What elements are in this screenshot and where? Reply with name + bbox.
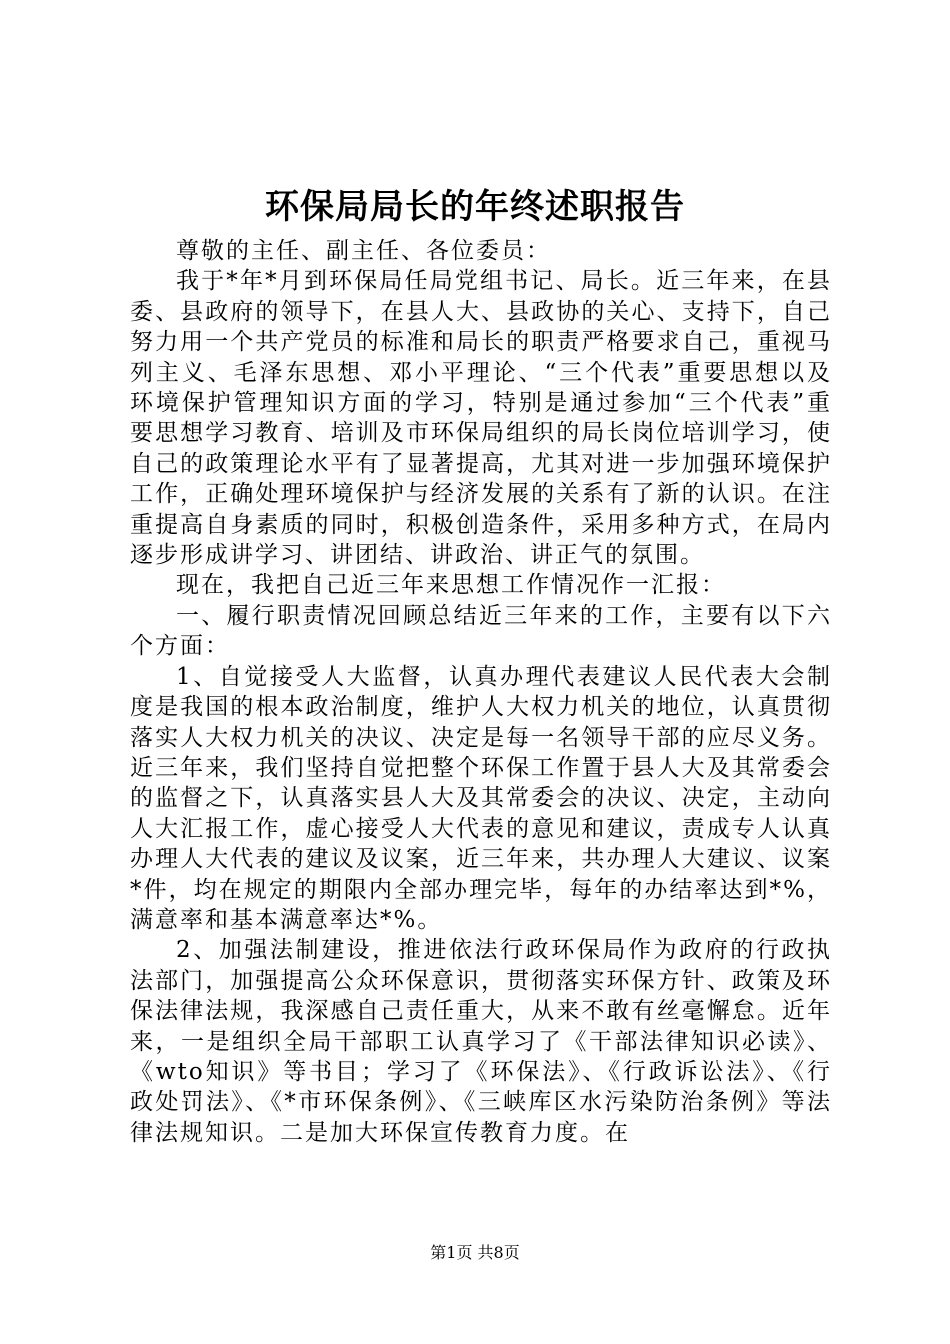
item-one-paragraph: 1、自觉接受人大监督，认真办理代表建议人民代表大会制度是我国的根本政治制度，维护人大权力机关的地位，认真贯彻落实人大权力机关的决议、决定是每一名领导干部的应尽义务。近三年来，我们坚持自觉把整个环保工作置于县人大及其常委会的监督之下，认真落实县人大及其常委会的决议、决定，主动向人大汇报工作，虚心接受人大代表的意见和建议，责成专人认真办理人大代表的建议及议案，近三年来，共办理人大建议、议案*件，均在规定的期限内全部办理完毕，每年的办结率达到*%，满意率和基本满意率达*%。 [130,663,832,933]
document-body [130,236,832,1148]
intro-paragraph: 我于*年*月到环保局任局党组书记、局长。近三年来，在县委、县政府的领导下，在县人大、县政协的关心、支持下，自己努力用一个共产党员的标准和局长的职责严格要求自己，重视马列主义、毛泽东思想、邓小平理论、“三个代表”重要思想以及环境保护管理知识方面的学习，特别是通过参加“三个代表”重要思想学习教育、培训及市环保局组织的局长岗位培训学习，使自己的政策理论水平有了显著提高，尤其对进一步加强环境保护工作，正确处理环境保护与经济发展的关系有了新的认识。在注重提高自身素质的同时，积极创造条件，采用多种方式，在局内逐步形成讲学习、讲团结、讲政治、讲正气的氛围。 [130,268,832,569]
item-two-paragraph: 2、加强法制建设，推进依法行政环保局作为政府的行政执法部门，加强提高公众环保意识，贯彻落实环保方针、政策及环保法律法规，我深感自己责任重大，从来不敢有丝毫懈怠。近年来，一是组织全局干部职工认真学习了《干部法律知识必读》、《wto知识》等书目；学习了《环保法》、《行政诉讼法》、《行政处罚法》、《*市环保条例》、《三峡库区水污染防治条例》等法律法规知识。二是加大环保宣传教育力度。在 [130,937,832,1146]
section-one-heading-paragraph: 一、履行职责情况回顾总结近三年来的工作，主要有以下六个方面： [130,602,832,660]
document-title: 环保局局长的年终述职报告 [265,187,685,227]
page-footer: 第1页 共8页 [430,1243,520,1262]
report-lead-paragraph: 现在，我把自己近三年来思想工作情况作一汇报： [176,572,726,599]
salutation-paragraph: 尊敬的主任、副主任、各位委员： [176,238,551,264]
